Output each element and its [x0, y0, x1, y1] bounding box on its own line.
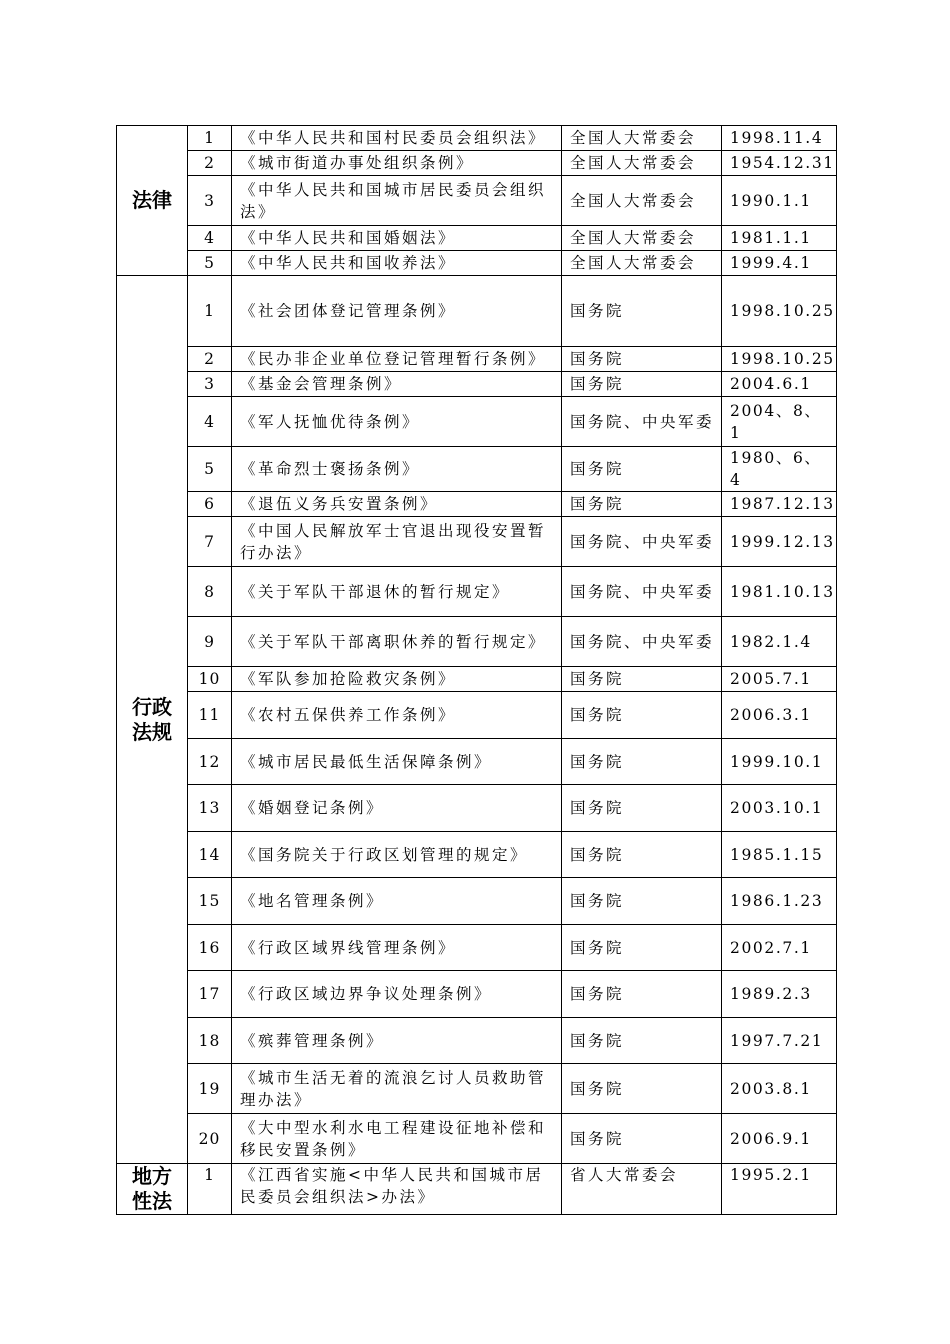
regulation-title: 《关于军队干部退休的暂行规定》	[232, 567, 562, 617]
row-number: 15	[188, 878, 232, 925]
effective-date: 1997.7.21	[722, 1018, 837, 1064]
row-number: 8	[188, 567, 232, 617]
issuing-body: 国务院	[562, 447, 722, 492]
table-row	[117, 1114, 837, 1164]
issuing-body: 国务院	[562, 971, 722, 1018]
regulation-title: 《国务院关于行政区划管理的规定》	[232, 832, 562, 878]
table-row	[117, 492, 837, 517]
row-number: 12	[188, 739, 232, 785]
effective-date: 2004.6.1	[722, 372, 837, 397]
regulation-title: 《革命烈士褒扬条例》	[232, 447, 562, 492]
effective-date: 1999.10.1	[722, 739, 837, 785]
regulation-title: 《江西省实施<中华人民共和国城市居民委员会组织法>办法》	[232, 1164, 562, 1215]
issuing-body: 国务院、中央军委	[562, 517, 722, 567]
regulation-title: 《军队参加抢险救灾条例》	[232, 667, 562, 692]
issuing-body: 国务院	[562, 785, 722, 832]
row-number: 1	[188, 1164, 232, 1215]
row-number: 17	[188, 971, 232, 1018]
regulation-title: 《民办非企业单位登记管理暂行条例》	[232, 347, 562, 372]
row-number: 1	[188, 126, 232, 151]
regulation-title: 《殡葬管理条例》	[232, 1018, 562, 1064]
category-cell-local: 地方性法	[117, 1164, 188, 1215]
row-number: 19	[188, 1064, 232, 1114]
issuing-body: 国务院	[562, 492, 722, 517]
regulation-title: 《农村五保供养工作条例》	[232, 692, 562, 739]
issuing-body: 国务院	[562, 692, 722, 739]
regulation-title: 《中华人民共和国村民委员会组织法》	[232, 126, 562, 151]
table-row	[117, 692, 837, 739]
issuing-body: 国务院	[562, 739, 722, 785]
issuing-body: 国务院	[562, 878, 722, 925]
table-row	[117, 251, 837, 276]
issuing-body: 国务院	[562, 1018, 722, 1064]
effective-date: 1981.10.13	[722, 567, 837, 617]
table-row	[117, 971, 837, 1018]
row-number: 16	[188, 925, 232, 971]
effective-date: 2006.9.1	[722, 1114, 837, 1164]
table-row	[117, 397, 837, 447]
row-number: 5	[188, 251, 232, 276]
issuing-body: 国务院	[562, 1114, 722, 1164]
regulation-title: 《行政区域边界争议处理条例》	[232, 971, 562, 1018]
regulation-title: 《关于军队干部离职休养的暂行规定》	[232, 617, 562, 667]
effective-date: 1981.1.1	[722, 226, 837, 251]
row-number: 20	[188, 1114, 232, 1164]
issuing-body: 国务院	[562, 1064, 722, 1114]
issuing-body: 国务院	[562, 276, 722, 347]
effective-date: 1990.1.1	[722, 176, 837, 226]
table-row	[117, 226, 837, 251]
issuing-body: 国务院	[562, 925, 722, 971]
issuing-body: 国务院	[562, 347, 722, 372]
table-row	[117, 617, 837, 667]
row-number: 4	[188, 397, 232, 447]
effective-date: 2003.8.1	[722, 1064, 837, 1114]
table-row	[117, 517, 837, 567]
effective-date: 2005.7.1	[722, 667, 837, 692]
regulation-title: 《基金会管理条例》	[232, 372, 562, 397]
row-number: 6	[188, 492, 232, 517]
row-number: 10	[188, 667, 232, 692]
regulation-title: 《中国人民解放军士官退出现役安置暂行办法》	[232, 517, 562, 567]
regulation-title: 《大中型水利水电工程建设征地补偿和移民安置条例》	[232, 1114, 562, 1164]
issuing-body: 国务院、中央军委	[562, 397, 722, 447]
regulation-title: 《社会团体登记管理条例》	[232, 276, 562, 347]
issuing-body: 省人大常委会	[562, 1164, 722, 1215]
table-row	[117, 832, 837, 878]
row-number: 14	[188, 832, 232, 878]
category-cell-law: 法律	[117, 126, 188, 276]
table-row	[117, 667, 837, 692]
table-row	[117, 739, 837, 785]
issuing-body: 全国人大常委会	[562, 126, 722, 151]
table-row	[117, 1164, 837, 1215]
regulation-title: 《行政区域界线管理条例》	[232, 925, 562, 971]
effective-date: 1986.1.23	[722, 878, 837, 925]
regulation-title: 《中华人民共和国婚姻法》	[232, 226, 562, 251]
regulations-table	[116, 125, 837, 1215]
effective-date: 2004、8、1	[722, 397, 837, 447]
effective-date: 1954.12.31	[722, 151, 837, 176]
effective-date: 1995.2.1	[722, 1164, 837, 1215]
document-page	[116, 125, 837, 1215]
issuing-body: 国务院	[562, 667, 722, 692]
issuing-body: 全国人大常委会	[562, 176, 722, 226]
row-number: 2	[188, 151, 232, 176]
row-number: 3	[188, 372, 232, 397]
table-row	[117, 447, 837, 492]
table-row	[117, 1064, 837, 1114]
effective-date: 1998.11.4	[722, 126, 837, 151]
table-row	[117, 785, 837, 832]
table-row	[117, 567, 837, 617]
row-number: 5	[188, 447, 232, 492]
table-row	[117, 878, 837, 925]
effective-date: 1999.4.1	[722, 251, 837, 276]
row-number: 1	[188, 276, 232, 347]
regulation-title: 《婚姻登记条例》	[232, 785, 562, 832]
row-number: 4	[188, 226, 232, 251]
regulations-table-body	[117, 126, 837, 1215]
row-number: 13	[188, 785, 232, 832]
row-number: 2	[188, 347, 232, 372]
table-row	[117, 925, 837, 971]
table-row	[117, 276, 837, 347]
issuing-body: 国务院	[562, 372, 722, 397]
effective-date: 1998.10.25	[722, 276, 837, 347]
row-number: 7	[188, 517, 232, 567]
table-row	[117, 1018, 837, 1064]
table-row	[117, 126, 837, 151]
table-row	[117, 372, 837, 397]
regulation-title: 《退伍义务兵安置条例》	[232, 492, 562, 517]
regulation-title: 《中华人民共和国城市居民委员会组织法》	[232, 176, 562, 226]
effective-date: 2002.7.1	[722, 925, 837, 971]
issuing-body: 国务院	[562, 832, 722, 878]
table-row	[117, 347, 837, 372]
regulation-title: 《地名管理条例》	[232, 878, 562, 925]
effective-date: 1980、6、4	[722, 447, 837, 492]
issuing-body: 全国人大常委会	[562, 251, 722, 276]
effective-date: 2003.10.1	[722, 785, 837, 832]
regulation-title: 《城市街道办事处组织条例》	[232, 151, 562, 176]
regulation-title: 《中华人民共和国收养法》	[232, 251, 562, 276]
issuing-body: 全国人大常委会	[562, 226, 722, 251]
table-row	[117, 151, 837, 176]
regulation-title: 《军人抚恤优待条例》	[232, 397, 562, 447]
issuing-body: 全国人大常委会	[562, 151, 722, 176]
effective-date: 1999.12.13	[722, 517, 837, 567]
effective-date: 1989.2.3	[722, 971, 837, 1018]
category-cell-regulation: 行政法规	[117, 276, 188, 1164]
issuing-body: 国务院、中央军委	[562, 617, 722, 667]
effective-date: 1985.1.15	[722, 832, 837, 878]
row-number: 3	[188, 176, 232, 226]
effective-date: 1987.12.13	[722, 492, 837, 517]
regulation-title: 《城市居民最低生活保障条例》	[232, 739, 562, 785]
effective-date: 1982.1.4	[722, 617, 837, 667]
table-row	[117, 176, 837, 226]
regulation-title: 《城市生活无着的流浪乞讨人员救助管理办法》	[232, 1064, 562, 1114]
row-number: 18	[188, 1018, 232, 1064]
row-number: 11	[188, 692, 232, 739]
effective-date: 1998.10.25	[722, 347, 837, 372]
effective-date: 2006.3.1	[722, 692, 837, 739]
issuing-body: 国务院、中央军委	[562, 567, 722, 617]
row-number: 9	[188, 617, 232, 667]
